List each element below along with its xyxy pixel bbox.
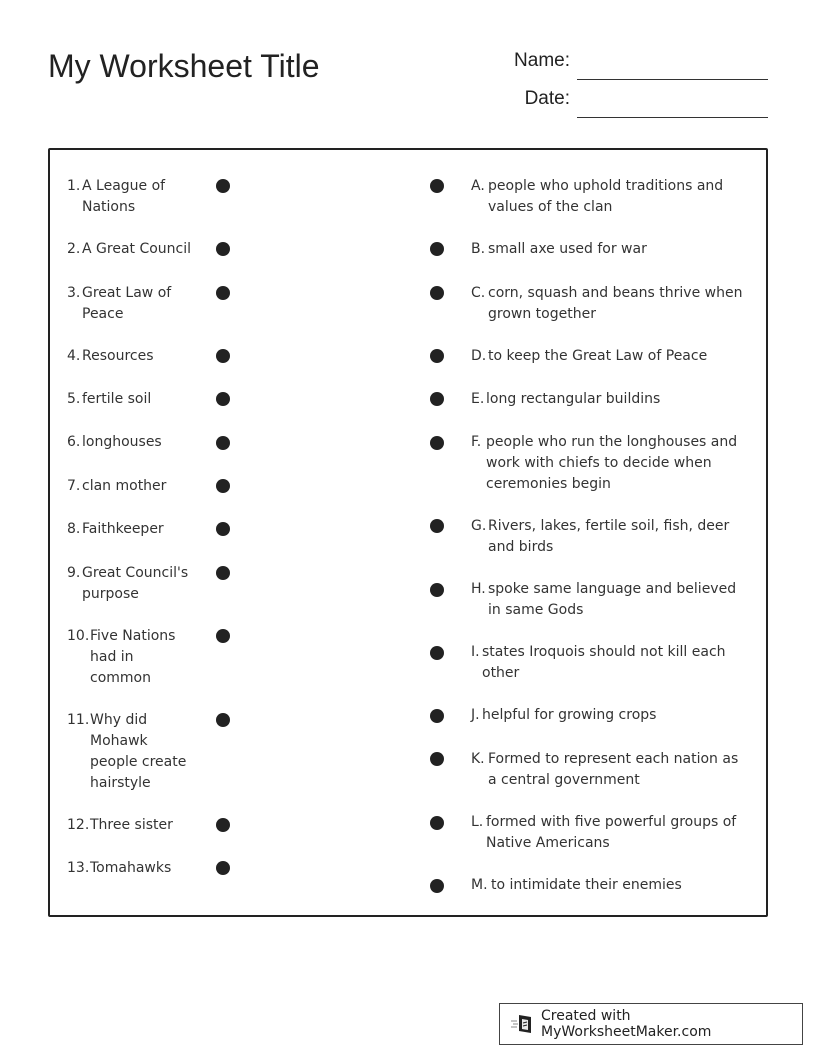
left-match-dot[interactable]	[216, 436, 230, 450]
item-text: A Great Council	[82, 241, 192, 257]
left-match-dot[interactable]	[216, 566, 230, 580]
item-text: helpful for growing crops	[482, 707, 657, 723]
item-number: D.	[471, 348, 487, 364]
item-text: longhouses	[82, 434, 162, 450]
item-text: Great Council's purpose	[82, 565, 189, 602]
name-input-line[interactable]	[577, 79, 768, 80]
item-number: 12.	[67, 817, 90, 833]
right-item	[471, 705, 751, 726]
left-match-dot[interactable]	[216, 479, 230, 493]
date-label: Date:	[524, 88, 570, 109]
right-item	[471, 579, 751, 621]
right-item	[471, 875, 751, 896]
left-item	[67, 389, 192, 410]
left-item	[67, 710, 192, 794]
left-item	[67, 858, 192, 879]
item-number: 13.	[67, 860, 90, 876]
item-text: Five Nations had in common	[90, 628, 176, 686]
item-number: 11.	[67, 712, 90, 728]
right-match-dot[interactable]	[430, 179, 444, 193]
item-number: 9.	[67, 565, 81, 581]
matching-box	[48, 148, 768, 917]
footer-credit[interactable]	[499, 1003, 803, 1045]
item-number: 2.	[67, 241, 81, 257]
left-item	[67, 626, 187, 689]
right-item	[471, 749, 751, 791]
item-number: M.	[471, 877, 488, 893]
item-text: fertile soil	[82, 391, 152, 407]
left-match-dot[interactable]	[216, 286, 230, 300]
left-item	[67, 476, 192, 497]
item-number: 1.	[67, 178, 81, 194]
item-text: to keep the Great Law of Peace	[488, 348, 708, 364]
item-number: 6.	[67, 434, 81, 450]
item-text: Faithkeeper	[82, 521, 164, 537]
item-text: Tomahawks	[90, 860, 172, 876]
item-text: long rectangular buildins	[486, 391, 661, 407]
right-match-dot[interactable]	[430, 583, 444, 597]
right-match-dot[interactable]	[430, 752, 444, 766]
footer-text: Created with MyWorksheetMaker.com	[541, 1008, 712, 1040]
right-item	[471, 389, 751, 410]
right-match-dot[interactable]	[430, 349, 444, 363]
item-text: corn, squash and beans thrive when grown together	[488, 285, 743, 322]
right-item	[471, 346, 751, 367]
item-number: B.	[471, 241, 486, 257]
left-item	[67, 176, 192, 218]
right-item	[471, 812, 751, 854]
item-number: A.	[471, 178, 485, 194]
item-number: 4.	[67, 348, 81, 364]
right-item	[471, 283, 751, 325]
right-item	[471, 516, 751, 558]
date-input-line[interactable]	[577, 117, 768, 118]
right-item	[471, 176, 751, 218]
right-item	[471, 642, 751, 684]
item-text: to intimidate their enemies	[491, 877, 682, 893]
item-number: C.	[471, 285, 486, 301]
item-number: K.	[471, 751, 485, 767]
item-text: Rivers, lakes, fertile soil, fish, deer and birds	[488, 518, 730, 555]
right-match-dot[interactable]	[430, 392, 444, 406]
left-item	[67, 346, 192, 367]
right-match-dot[interactable]	[430, 879, 444, 893]
item-number: I.	[471, 644, 480, 660]
left-match-dot[interactable]	[216, 179, 230, 193]
item-text: Formed to represent each nation as a central government	[488, 751, 739, 788]
item-text: Resources	[82, 348, 154, 364]
item-number: 8.	[67, 521, 81, 537]
right-match-dot[interactable]	[430, 646, 444, 660]
left-match-dot[interactable]	[216, 713, 230, 727]
item-text: formed with five powerful groups of Native Americans	[486, 814, 737, 851]
item-text: spoke same language and believed in same Gods	[488, 581, 737, 618]
right-match-dot[interactable]	[430, 816, 444, 830]
right-match-dot[interactable]	[430, 242, 444, 256]
left-match-dot[interactable]	[216, 861, 230, 875]
left-item	[67, 563, 197, 605]
worksheet-maker-logo-icon	[511, 1014, 535, 1034]
left-match-dot[interactable]	[216, 242, 230, 256]
name-field[interactable]	[500, 50, 768, 80]
right-match-dot[interactable]	[430, 286, 444, 300]
right-match-dot[interactable]	[430, 519, 444, 533]
right-match-dot[interactable]	[430, 709, 444, 723]
left-item	[67, 815, 192, 836]
item-number: F.	[471, 434, 482, 450]
item-number: 7.	[67, 478, 81, 494]
item-text: small axe used for war	[488, 241, 647, 257]
item-text: Why did Mohawk people create hairstyle	[90, 712, 187, 791]
item-number: G.	[471, 518, 487, 534]
item-text: states Iroquois should not kill each other	[482, 644, 726, 681]
left-match-dot[interactable]	[216, 392, 230, 406]
item-text: Three sister	[90, 817, 173, 833]
item-text: people who uphold traditions and values of the clan	[488, 178, 724, 215]
left-match-dot[interactable]	[216, 818, 230, 832]
right-match-dot[interactable]	[430, 436, 444, 450]
item-number: J.	[471, 707, 480, 723]
left-item	[67, 519, 192, 540]
item-number: 3.	[67, 285, 81, 301]
worksheet-title: My Worksheet Title	[48, 48, 320, 84]
left-match-dot[interactable]	[216, 349, 230, 363]
left-match-dot[interactable]	[216, 629, 230, 643]
left-item	[67, 432, 192, 453]
left-match-dot[interactable]	[216, 522, 230, 536]
item-text: clan mother	[82, 478, 167, 494]
item-text: people who run the longhouses and work with chiefs to decide when ceremonies begin	[486, 434, 738, 492]
item-number: L.	[471, 814, 484, 830]
item-text: A League of Nations	[82, 178, 166, 215]
item-number: 5.	[67, 391, 81, 407]
item-number: H.	[471, 581, 486, 597]
date-field[interactable]	[500, 88, 768, 118]
item-text: Great Law of Peace	[82, 285, 172, 322]
item-number: E.	[471, 391, 485, 407]
right-item	[471, 239, 751, 260]
item-number: 10.	[67, 628, 90, 644]
left-item	[67, 239, 192, 260]
name-label: Name:	[514, 50, 570, 71]
left-item	[67, 283, 192, 325]
right-item	[471, 432, 751, 495]
